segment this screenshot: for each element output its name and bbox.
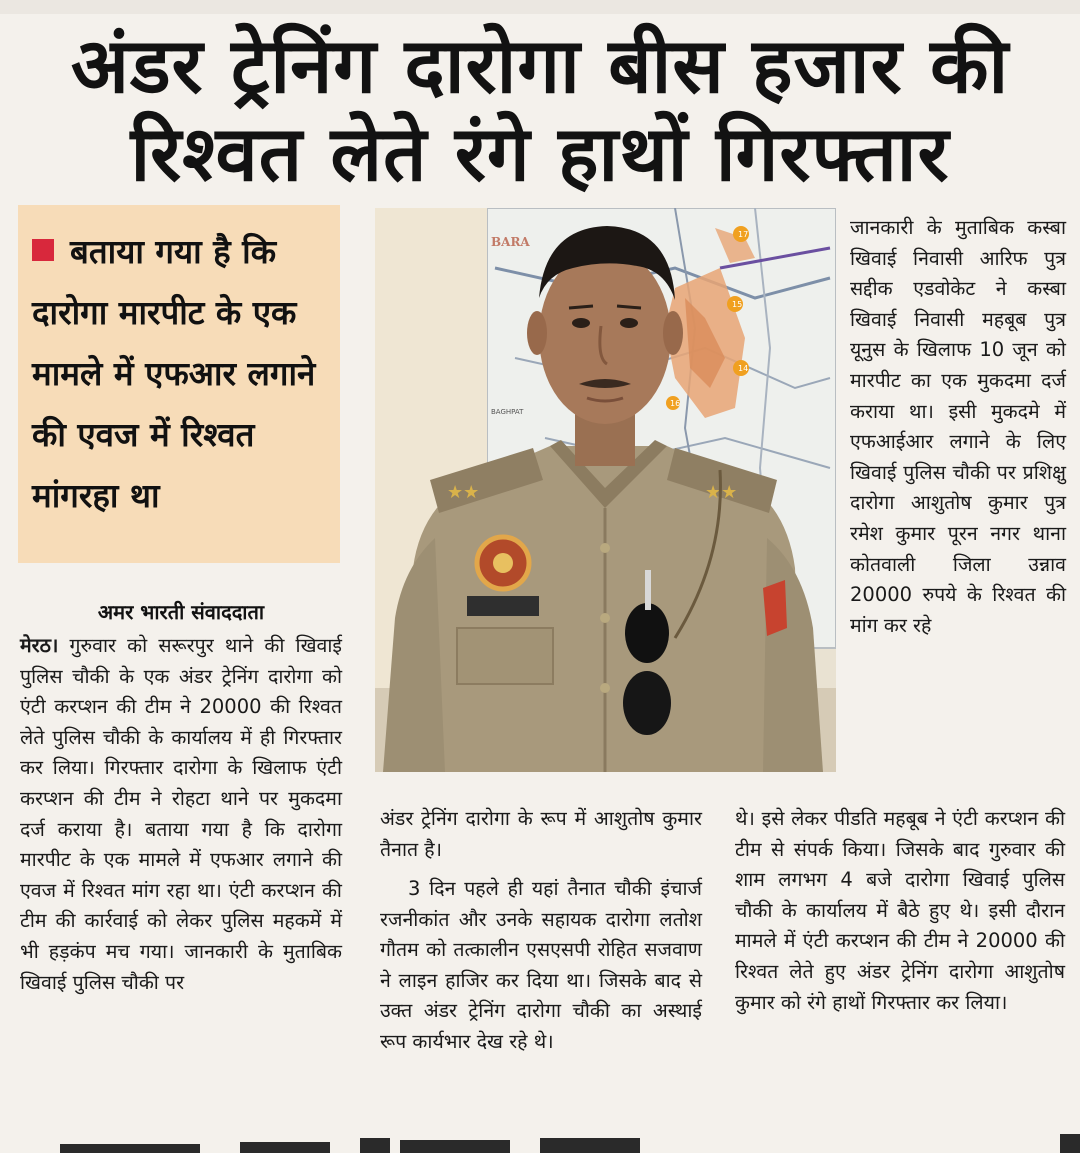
column-3-top-text: जानकारी के मुताबिक कस्बा खिवाई निवासी आरिफ पुत्र सद्दीक एडवोकेट ने कस्बा खिवाई निवासी महबूब पुत्र यूनुस के खिलाफ 10 जून को मारपीट का एक मुकदमा दर्ज कराया था। इसी मुकदमे में एफआईआर लगाने के लिए खिवाई पुलिस चौकी पर प्रशिक्षु दारोगा आशुतोष कुमार पुत्र रमेश कुमार पूरन नगर थाना कोतवाली जिला उन्नाव 20000 रुपये के रिश्वत की मांग कर रहे [850, 216, 1066, 637]
map-label-side: BAGHPAT [491, 408, 524, 416]
cut-off-next-headline [0, 1128, 1080, 1153]
column-1-body: गुरुवार को सरूरपुर थाने की खिवाई पुलिस चौकी के एक अंडर ट्रेनिंग दारोगा को एंटी करप्शन की टीम ने 20000 की रिश्वत लेते पुलिस चौकी के कार्यालय में ही गिरफ्तार कर लिया। गिरफ्तार दारोगा के खिलाफ एंटी करप्शन की टीम ने रोहटा थाने पर मुकदमा दर्ज कराया है। बताया गया है कि दारोगा मारपीट के एक मामले में एफआर लगाने की एवज में रिश्वत मांग रहा था। एंटी करप्शन की टीम की कार्रवाई को लेकर पुलिस महकमें में भी हड़कंप मच गया। जानकारी के मुताबिक खिवाई पुलिस चौकी पर [20, 634, 342, 994]
red-square-bullet-icon [32, 239, 54, 261]
shoulder-patch-icon [763, 580, 787, 636]
column-1-text [20, 631, 342, 998]
column-2-para-2: 3 दिन पहले ही यहां तैनात चौकी इंचार्ज रजनीकांत और उनके सहायक दारोगा लतोश गौतम को तत्कालीन एसएसपी रोहित सजवाण ने लाइन हाजिर कर दिया था। जिसके बाद से उक्त अंडर ट्रेनिंग दारोगा चौकी का अस्थाई रूप कार्यभार देख रहे थे। [380, 877, 702, 1053]
dateline: मेरठ। [20, 634, 59, 657]
officer-photo-svg [375, 208, 836, 772]
rank-star-icon: ★★ [705, 482, 738, 503]
map-marker-label: 15 [732, 300, 743, 309]
headline-line-2: रिश्वत लेते रंगे हाथों गिरफ्तार [130, 109, 950, 198]
column-2-para-1: अंडर ट्रेनिंग दारोगा के रूप में आशुतोष कुमार तैनात है। [380, 807, 702, 861]
map-label-top: BARA [491, 235, 530, 249]
column-3-bottom-text: थे। इसे लेकर पीडति महबूब ने एंटी करप्शन की टीम से संपर्क किया। जिसके बाद गुरुवार की शाम लगभग 4 बजे दारोगा खिवाई पुलिस चौकी के कार्यालय में बैठे हुए थे। इसी दौरान मामले में एंटी करप्शन की टीम ने 20000 की रिश्वत लेते हुए अंडर ट्रेनिंग दारोगा आशुतोष कुमार को रंगे हाथों गिरफ्तार कर लिया। [735, 807, 1065, 1014]
cut-off-next-headline-svg [0, 1128, 1080, 1153]
rank-star-icon: ★★ [447, 482, 480, 503]
name-plate [467, 596, 539, 616]
byline: अमर भारती संवाददाता [97, 600, 265, 624]
map-marker-label: 17 [738, 230, 749, 239]
officer-photo [375, 208, 836, 772]
highlight-text: बताया गया है कि दारोगा मारपीट के एक मामले में एफआर लगाने की एवज में रिश्वत मांगरहा था [32, 232, 316, 515]
map-marker-label: 14 [738, 364, 749, 373]
headline-line-1: अंडर ट्रेनिंग दारोगा बीस हजार की [70, 21, 1010, 110]
top-strip [0, 0, 1080, 14]
map-marker-label: 16 [670, 399, 681, 408]
headline [14, 22, 1066, 198]
sunglasses [625, 603, 669, 663]
face [539, 248, 671, 424]
highlight-text-wrap [32, 221, 322, 526]
highlight-box [18, 205, 340, 563]
